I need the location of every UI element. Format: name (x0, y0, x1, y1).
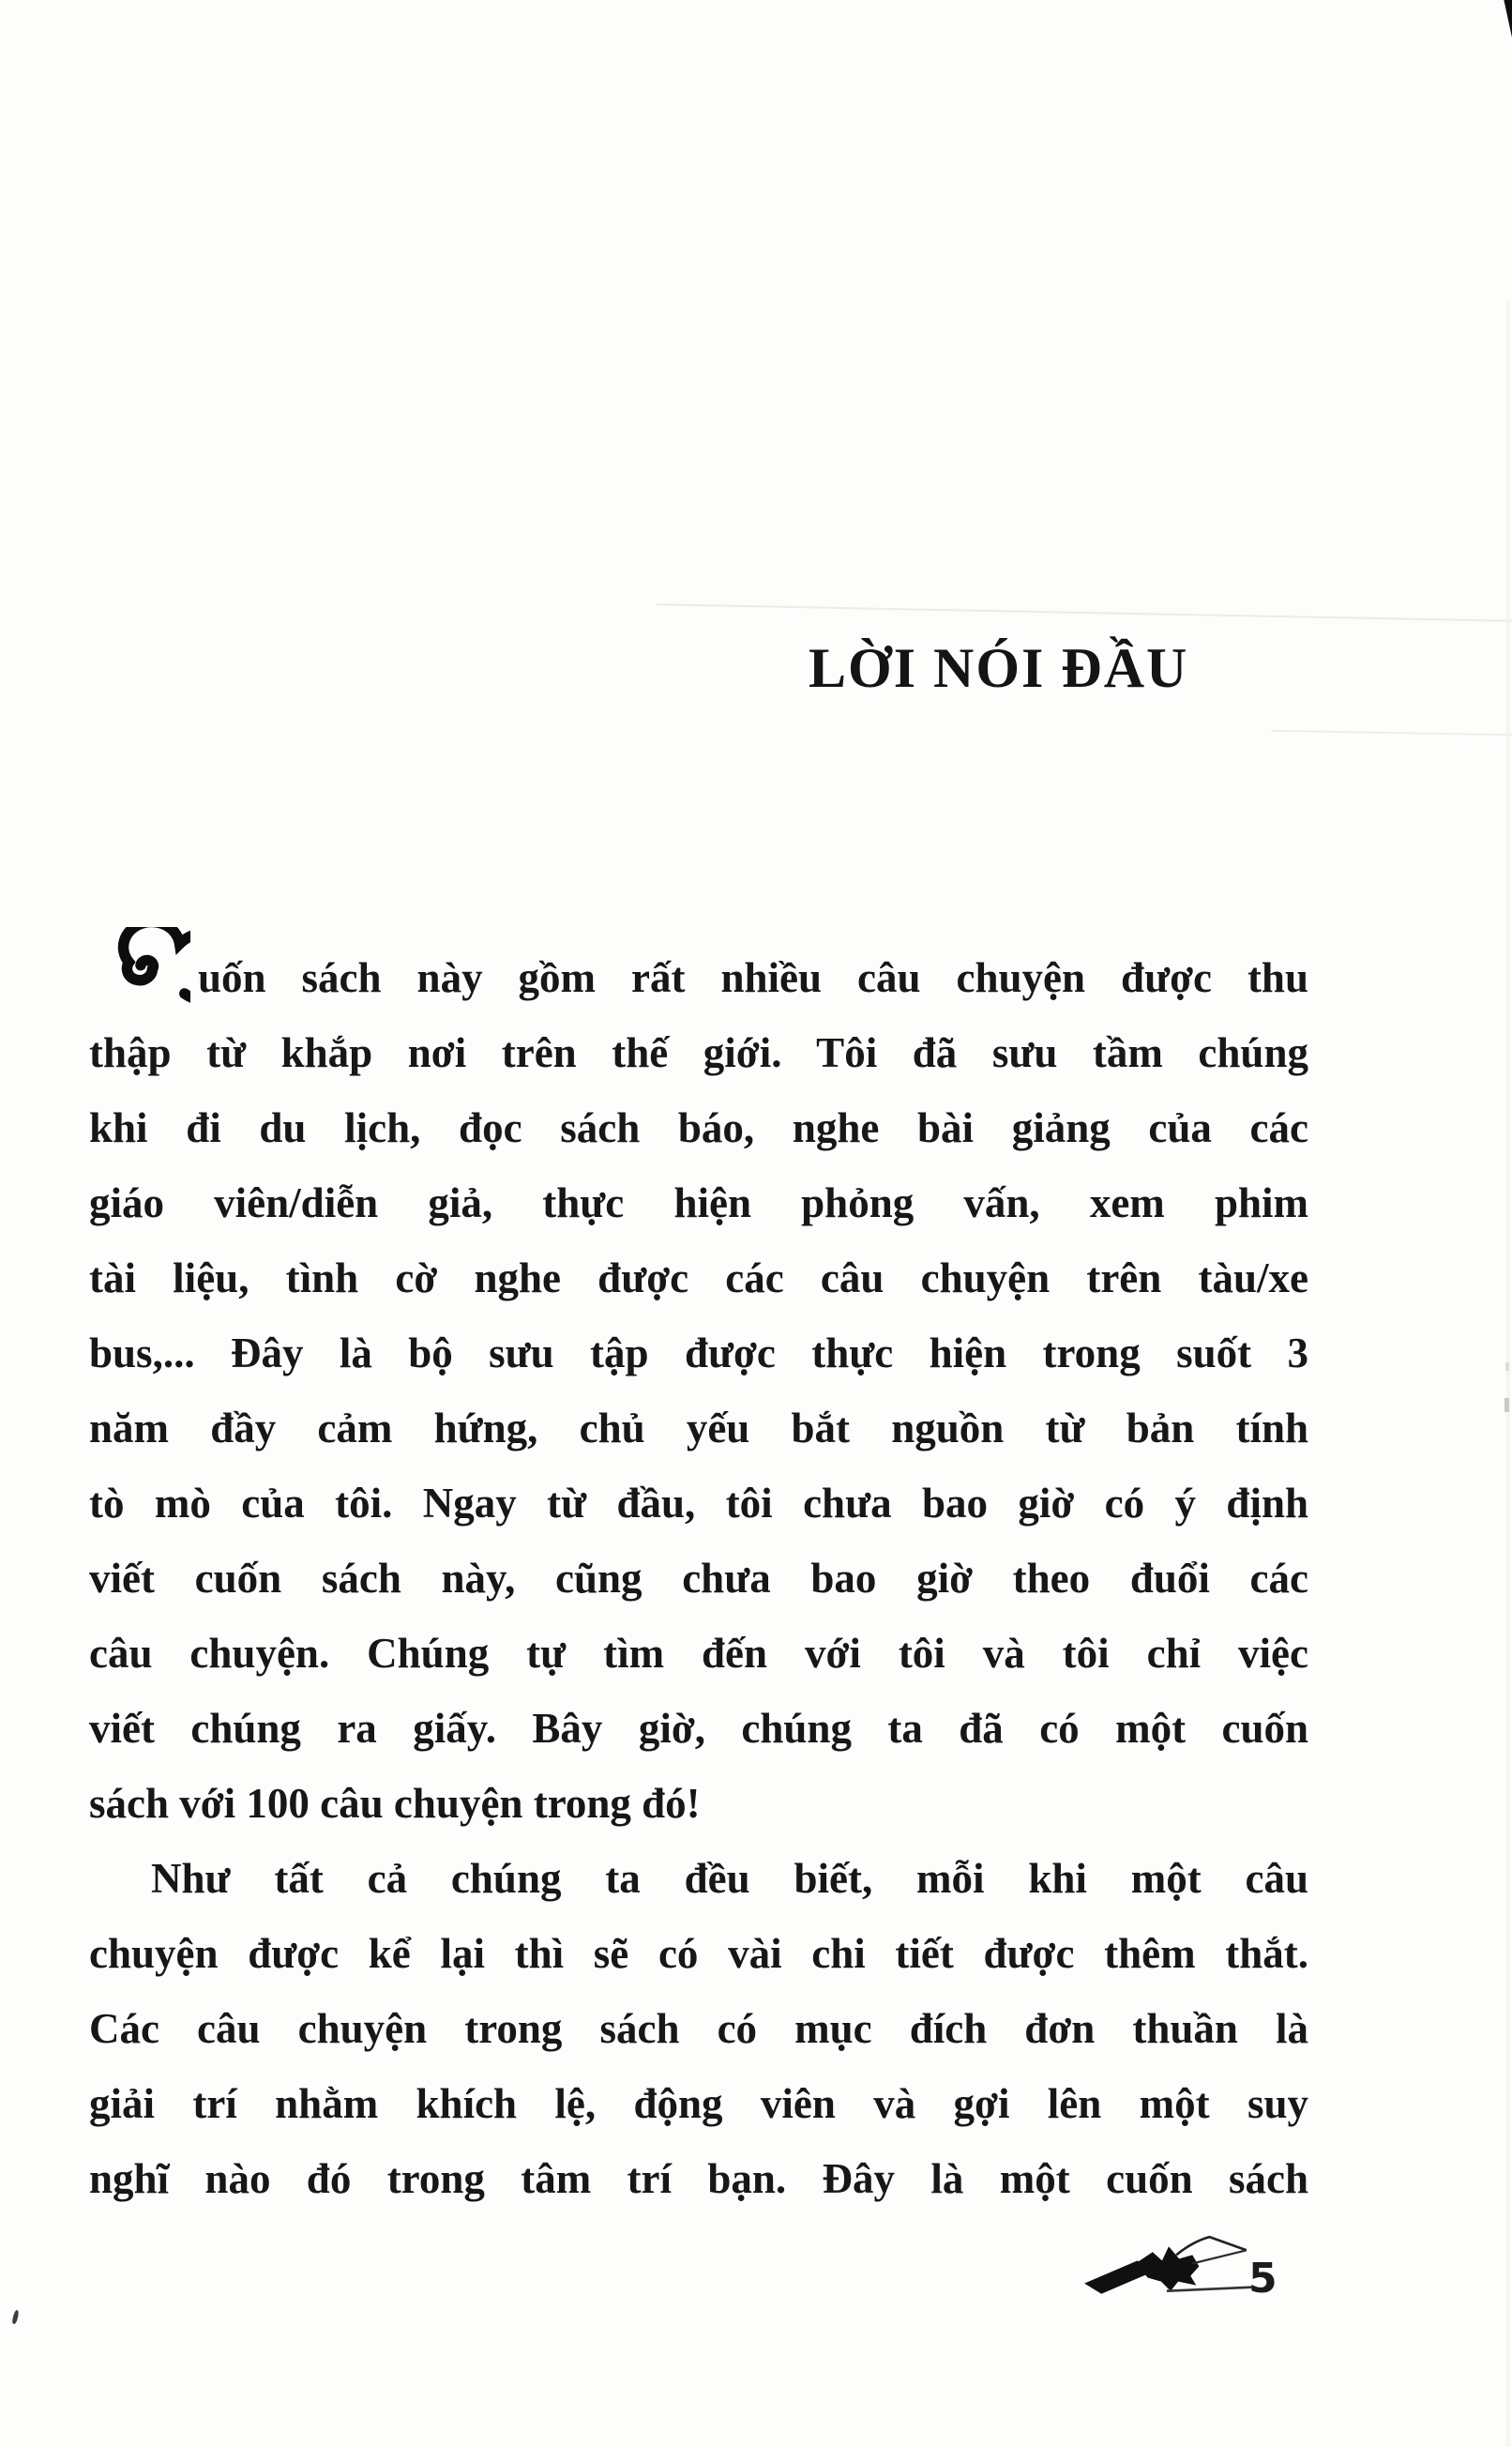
text-line: giải trí nhằm khích lệ, động viên và gợi lên một suy (89, 2080, 1308, 2127)
fold-shadow-line (1271, 730, 1512, 736)
text-line: sách với 100 câu chuyện trong đó! (89, 1780, 701, 1827)
scan-speck (11, 2310, 19, 2325)
scan-corner-artifact (1495, 0, 1512, 38)
text-line: giáo viên/diễn giả, thực hiện phỏng vấn, xem phim (89, 1179, 1308, 1226)
text-line: viết chúng ra giấy. Bây giờ, chúng ta đã có một cuốn (89, 1705, 1308, 1752)
scan-speck (1505, 1362, 1509, 1371)
fold-shadow-line (657, 603, 1512, 622)
text-line: câu chuyện. Chúng tự tìm đến với tôi và tôi chỉ việc (89, 1630, 1308, 1677)
body-text (89, 940, 1308, 2216)
text-line: năm đầy cảm hứng, chủ yếu bắt nguồn từ bản tính (89, 1405, 1308, 1451)
text-line: thập từ khắp nơi trên thế giới. Tôi đã sưu tầm chúng (89, 1029, 1308, 1076)
text-line: nghĩ nào đó trong tâm trí bạn. Đây là một cuốn sách (89, 2155, 1308, 2202)
page-title: LỜI NÓI ĐẦU (809, 637, 1189, 699)
text-line-content: uốn sách này gồm rất nhiều câu chuyện được thu (198, 954, 1308, 1001)
scan-speck (1504, 1398, 1509, 1412)
text-line: bus,... Đây là bộ sưu tập được thực hiện trong suốt 3 (89, 1330, 1308, 1376)
text-line: tò mò của tôi. Ngay từ đầu, tôi chưa bao giờ có ý định (89, 1480, 1308, 1527)
bird-doodle-icon (1079, 2233, 1259, 2306)
text-line (89, 940, 1308, 1015)
text-line: khi đi du lịch, đọc sách báo, nghe bài giảng của các (89, 1104, 1308, 1151)
text-line: tài liệu, tình cờ nghe được các câu chuyện trên tàu/xe (89, 1254, 1308, 1301)
page-number: 5 (1248, 2255, 1278, 2303)
drop-cap-c-icon (93, 927, 190, 1015)
text-line: Các câu chuyện trong sách có mục đích đơn thuần là (89, 2005, 1308, 2052)
text-line: chuyện được kể lại thì sẽ có vài chi tiết được thêm thắt. (89, 1930, 1308, 1977)
text-line: Như tất cả chúng ta đều biết, mỗi khi một câu (151, 1855, 1308, 1902)
page-edge-shadow (1506, 300, 1510, 2447)
text-line: viết cuốn sách này, cũng chưa bao giờ theo đuổi các (89, 1555, 1308, 1602)
